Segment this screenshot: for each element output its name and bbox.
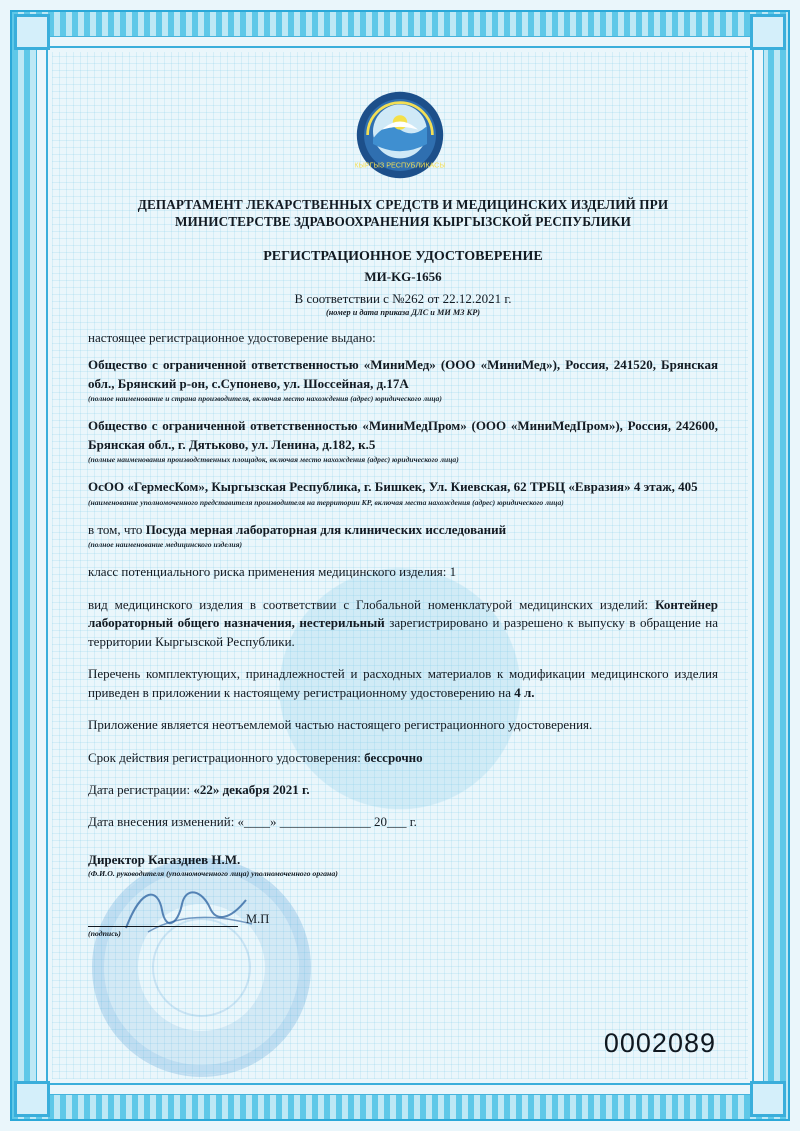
seal-mark: М.П xyxy=(246,911,270,926)
signature-rule xyxy=(88,925,238,927)
state-emblem-icon xyxy=(355,90,445,180)
validity-line xyxy=(88,749,718,767)
representative-caption: (наименование уполномоченного представителя производителя на территории КР, включая места нахождения (адрес) юридического лица) xyxy=(88,497,564,507)
certificate-number: МИ-KG-1656 xyxy=(364,268,442,284)
registration-date-label: Дата регистрации: xyxy=(88,781,191,797)
corner-ornament-top-left xyxy=(14,14,50,50)
certificate-content xyxy=(88,196,718,938)
annex-note: Приложение является неотъемлемой частью настоящего регистрационного удостоверения. xyxy=(88,717,593,733)
manufacturer-caption: (полное наименование и страна производителя, включая место нахождения (адрес) юридического лица) xyxy=(88,394,442,404)
certificate-title: РЕГИСТРАЦИОННОЕ УДОСТОВЕРЕНИЕ xyxy=(263,248,543,264)
annex-pages: 4 л. xyxy=(514,684,535,700)
nomenclature-prefix: вид медицинского изделия в соответствии с Глобальной номенклатурой медицинских изделий: xyxy=(88,596,649,612)
order-reference-line: В соответствии с №262 от 22.12.2021 г. xyxy=(294,290,512,306)
production-site-value: Общество с ограниченной ответственностью «МиниМедПром» (ООО «МиниМедПром»), Россия, 242600, Брянская обл., г. Дятьково, ул. Ленина, д.182, к.5 xyxy=(88,418,718,452)
nomenclature-suffix: зарегистрировано и разрешено к выпуску в обращение на территории Кыргызской Республики. xyxy=(88,615,719,649)
nomenclature-name: Контейнер лабораторный общего назначения, нестерильный xyxy=(88,596,718,631)
director-caption: (Ф.И.О. руководителя (уполномоченного лица) уполномоченного органа) xyxy=(88,868,338,878)
validity-value: бессрочно xyxy=(364,749,423,765)
director-name: Директор Кагазднев Н.М. xyxy=(88,851,241,867)
manufacturer-value: Общество с ограниченной ответственностью «МиниМед» (ООО «МиниМед»), Россия, 241520, Брянская обл., Брянский р-он, с.Супонево, ул. Шоссейная, д.17А xyxy=(88,357,718,391)
product-line xyxy=(88,521,718,539)
order-reference-caption: (номер и дата приказа ДЛС и МИ МЗ КР) xyxy=(325,307,481,317)
signature-row xyxy=(88,912,718,927)
annex-line xyxy=(88,665,718,702)
product-prefix: в том, что xyxy=(88,521,143,537)
production-site-caption: (полные наименования производственных площадок, включая место нахождения (адрес) юридического лица) xyxy=(88,455,459,465)
product-name: Посуда мерная лабораторная для клинических исследований xyxy=(145,521,507,537)
validity-label: Срок действия регистрационного удостоверения: xyxy=(88,749,361,765)
registration-date-value: «22» декабря 2021 г. xyxy=(193,781,310,797)
svg-text:КЫРГЫЗ РЕСПУБЛИКАСЫ: КЫРГЫЗ РЕСПУБЛИКАСЫ xyxy=(355,160,445,170)
registration-date-line xyxy=(88,781,718,799)
nomenclature-line xyxy=(88,596,718,651)
signature-caption: (подпись) xyxy=(88,928,121,938)
corner-ornament-bottom-right xyxy=(750,1081,786,1117)
risk-class-line: класс потенциального риска применения медицинского изделия: 1 xyxy=(88,564,457,580)
issued-to-label: настоящее регистрационное удостоверение выдано: xyxy=(88,329,376,345)
corner-ornament-bottom-left xyxy=(14,1081,50,1117)
department-title: ДЕПАРТАМЕНТ ЛЕКАРСТВЕННЫХ СРЕДСТВ И МЕДИЦИНСКИХ ИЗДЕЛИЙ ПРИ МИНИСТЕРСТВЕ ЗДРАВООХРАНЕНИЯ КЫРГЫЗСКОЙ РЕСПУБЛИКИ xyxy=(137,197,669,230)
corner-ornament-top-right xyxy=(750,14,786,50)
amendment-date-line: Дата внесения изменений: «____» ______________ 20___ г. xyxy=(88,814,417,830)
serial-number: 0002089 xyxy=(603,1028,716,1058)
product-caption: (полное наименование медицинского изделия) xyxy=(88,540,243,550)
annex-text: Перечень комплектующих, принадлежностей и расходных материалов к модификации медицинского изделия приведен в приложении к настоящему регистрационному удостоверению на xyxy=(88,666,718,700)
representative-value: ОсОО «ГермесКом», Кыргызская Республика, г. Бишкек, Ул. Киевская, 62 ТРБЦ «Евразия» 4 этаж, 405 xyxy=(88,479,698,495)
